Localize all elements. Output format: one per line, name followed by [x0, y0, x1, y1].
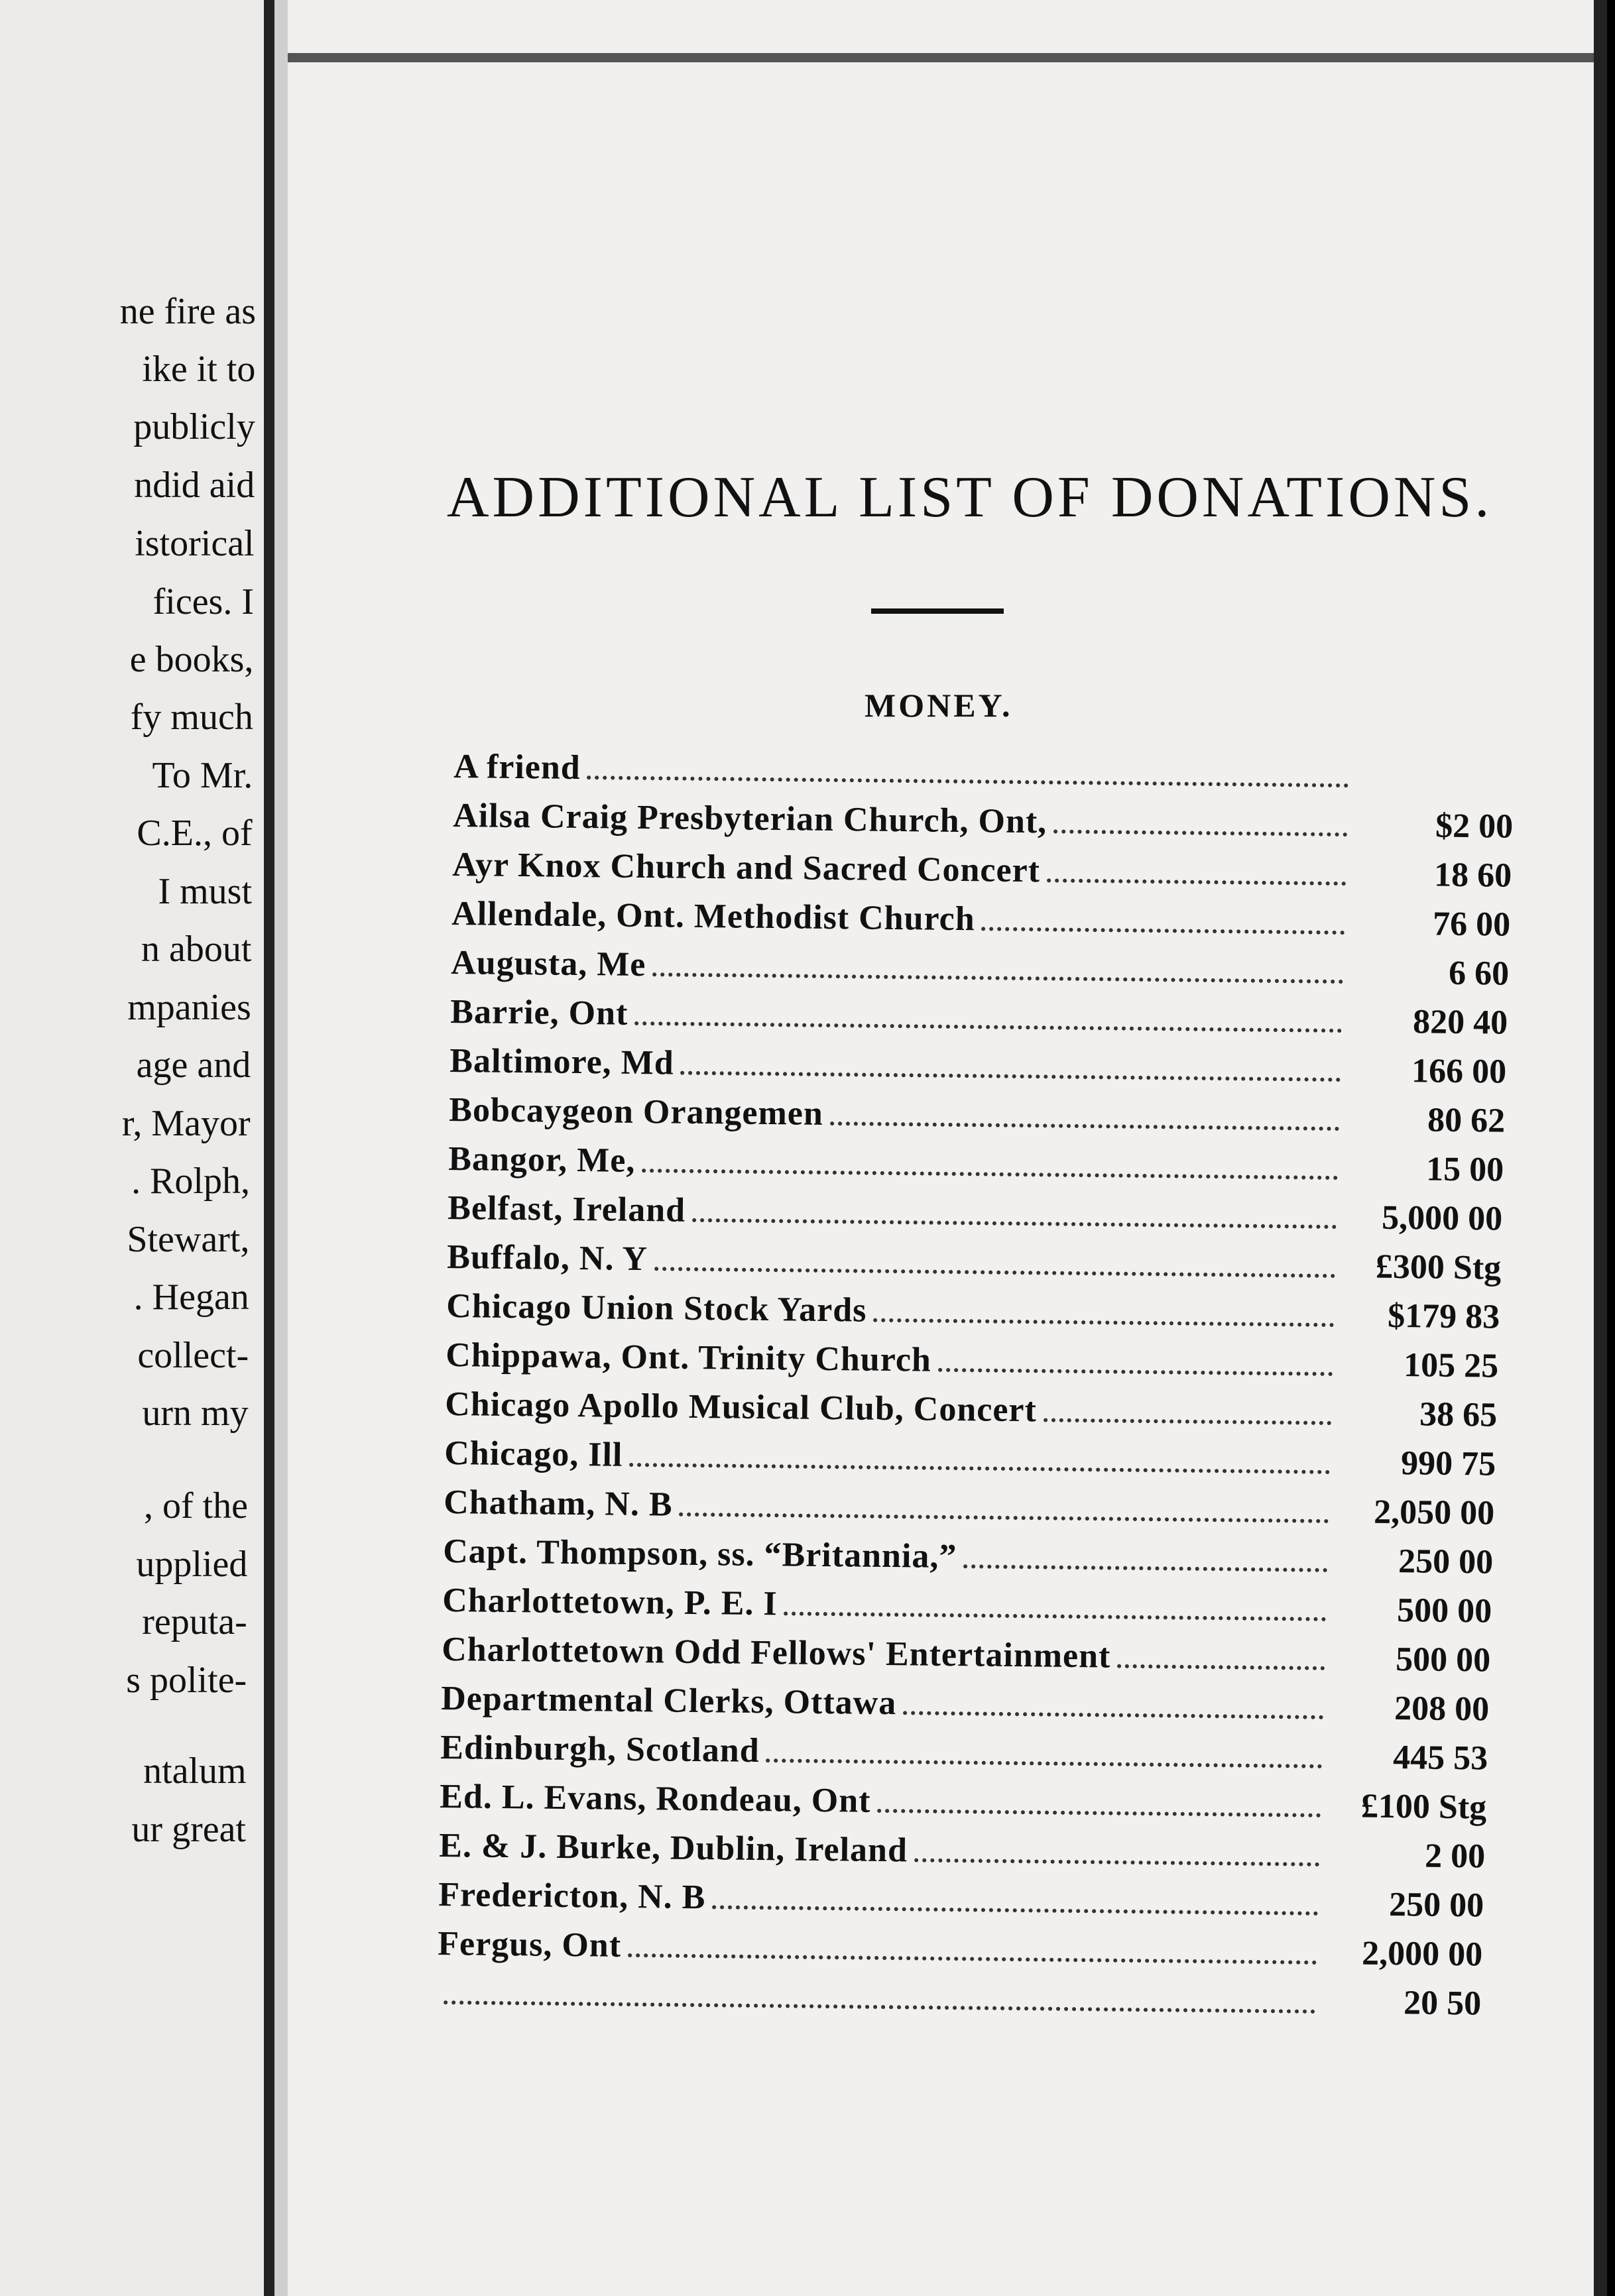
donation-amount: 2,000 00	[1361, 1934, 1483, 1974]
donor-name: E. & J. Burke, Dublin, Ireland	[439, 1827, 908, 1870]
left-page-text-line: . Rolph,	[131, 1161, 250, 1202]
donor-name: Departmental Clerks, Ottawa	[441, 1680, 897, 1723]
donation-row	[440, 1771, 1487, 1827]
donation-row	[448, 1182, 1503, 1239]
left-page-text-line: fices. I	[152, 581, 254, 622]
dot-leader	[982, 927, 1345, 935]
donation-amount: 500 00	[1396, 1591, 1492, 1631]
donation-amount: 80 62	[1427, 1101, 1506, 1140]
donor-name: Chatham, N. B	[444, 1483, 673, 1524]
dot-leader	[1044, 1418, 1331, 1425]
donor-name: Ed. L. Evans, Rondeau, Ont	[440, 1778, 871, 1820]
donation-row	[438, 1869, 1484, 1925]
donor-name: Charlottetown, P. E. I	[442, 1581, 778, 1623]
donation-row	[445, 1379, 1498, 1435]
donation-amount: 2,050 00	[1373, 1493, 1495, 1532]
left-page-text-line: e books,	[129, 639, 254, 680]
donation-amount: 250 00	[1398, 1542, 1494, 1581]
dot-leader	[877, 1809, 1321, 1817]
dot-leader	[1053, 829, 1347, 836]
dot-leader	[712, 1905, 1318, 1916]
donation-row	[439, 1820, 1486, 1876]
left-page-text-line: fy much	[130, 697, 253, 738]
donation-row	[447, 1232, 1502, 1288]
donation-row	[446, 1330, 1499, 1386]
donor-name: Chippawa, Ont. Trinity Church	[446, 1336, 932, 1379]
left-page-text-line: collect-	[137, 1335, 249, 1376]
donor-name: Ailsa Craig Presbyterian Church, Ont,	[453, 797, 1047, 841]
donation-amount: 6 60	[1448, 954, 1510, 993]
donor-name: Edinburgh, Scotland	[440, 1729, 760, 1770]
donor-name: A friend	[453, 748, 581, 787]
dot-leader	[628, 1953, 1317, 1965]
left-page-text-line: urn my	[142, 1393, 249, 1434]
donation-row	[438, 1918, 1483, 1974]
left-page-text-line: . Hegan	[133, 1277, 249, 1318]
page-edge	[274, 0, 288, 2296]
dot-leader	[444, 2000, 1315, 2014]
left-page-text-line: reputa-	[142, 1601, 247, 1642]
donation-list	[288, 0, 1607, 2296]
dot-leader	[652, 972, 1343, 984]
donation-row	[437, 1967, 1482, 2023]
left-page-text-line: s polite-	[126, 1660, 247, 1701]
donation-amount: 445 53	[1392, 1739, 1488, 1778]
donation-amount: 250 00	[1388, 1886, 1484, 1925]
dot-leader	[1047, 878, 1346, 886]
dot-leader	[629, 1463, 1330, 1474]
donation-amount: 15 00	[1425, 1150, 1504, 1189]
donation-row	[443, 1526, 1494, 1582]
donation-amount	[1355, 795, 1514, 797]
donor-name: Ayr Knox Church and Sacred Concert	[452, 846, 1041, 890]
donation-amount: £100 Stg	[1360, 1787, 1487, 1827]
dot-leader	[634, 1021, 1342, 1033]
left-page-text-line: ur great	[131, 1809, 246, 1850]
donation-row	[448, 1133, 1504, 1190]
dot-leader	[766, 1758, 1323, 1768]
dot-leader	[681, 1071, 1341, 1082]
dot-leader	[963, 1564, 1327, 1572]
donation-row	[444, 1428, 1496, 1484]
donation-row	[449, 1035, 1507, 1092]
donation-row	[441, 1673, 1490, 1729]
dot-leader	[830, 1121, 1339, 1131]
donation-amount: 38 65	[1419, 1395, 1498, 1434]
left-page-text-line: age and	[136, 1045, 251, 1086]
donation-row	[451, 937, 1510, 994]
donation-amount: 990 75	[1400, 1444, 1496, 1483]
donation-amount: £300 Stg	[1375, 1247, 1502, 1287]
donation-amount: 20 50	[1403, 1984, 1482, 2023]
donor-name: Charlottetown Odd Fellows' Entertainment	[442, 1631, 1111, 1676]
left-page-text-line: , of the	[143, 1485, 248, 1526]
left-page-text-line: ne fire as	[119, 291, 256, 332]
donor-name: Allendale, Ont. Methodist Church	[451, 895, 976, 939]
donation-row	[449, 1084, 1506, 1141]
donation-amount: 208 00	[1394, 1690, 1490, 1729]
left-page-text-line: To Mr.	[152, 755, 253, 796]
left-page-text-line: r, Mayor	[121, 1103, 251, 1144]
donation-row	[444, 1477, 1495, 1533]
donor-name: Bobcaygeon Orangemen	[449, 1091, 824, 1133]
donation-amount: 166 00	[1411, 1052, 1507, 1091]
page-gutter	[264, 0, 274, 2296]
left-page-text-line: mpanies	[127, 987, 251, 1028]
dot-leader	[679, 1513, 1329, 1523]
donation-row	[450, 986, 1508, 1043]
dot-leader	[938, 1368, 1333, 1376]
donor-name: Buffalo, N. Y	[447, 1238, 648, 1279]
left-page-text-line: Stewart,	[127, 1219, 250, 1260]
dot-leader	[914, 1859, 1319, 1866]
dot-leader	[1117, 1664, 1325, 1670]
left-page-text-line: upplied	[136, 1544, 248, 1585]
donor-name: Chicago Union Stock Yards	[446, 1287, 867, 1330]
donation-row	[442, 1624, 1491, 1680]
donation-row	[452, 839, 1512, 895]
donor-name: Baltimore, Md	[449, 1042, 675, 1082]
donation-amount: 500 00	[1395, 1640, 1491, 1680]
dot-leader	[873, 1318, 1334, 1327]
donation-amount: 820 40	[1412, 1003, 1508, 1042]
left-page-text-line: ntalum	[143, 1751, 247, 1792]
donation-row	[440, 1722, 1488, 1778]
page-title: ADDITIONAL LIST OF DONATIONS.	[447, 465, 1493, 530]
left-page	[0, 0, 264, 2296]
donation-row	[442, 1575, 1492, 1631]
donor-name: Barrie, Ont	[450, 993, 628, 1033]
donation-row	[453, 790, 1514, 846]
donation-row	[453, 741, 1515, 797]
donor-name: Bangor, Me,	[448, 1140, 636, 1180]
dot-leader	[654, 1267, 1335, 1278]
donor-name: Fredericton, N. B	[438, 1876, 706, 1917]
donation-amount: 105 25	[1403, 1346, 1499, 1385]
donation-amount: 76 00	[1432, 905, 1511, 944]
left-page-text-line: C.E., of	[137, 813, 253, 854]
donation-amount: $2 00	[1435, 807, 1514, 846]
donation-amount: 5,000 00	[1381, 1198, 1503, 1238]
left-page-text-line: ndid aid	[134, 465, 255, 506]
left-page-text-line: ike it to	[142, 349, 256, 390]
left-page-text-line: istorical	[135, 523, 255, 564]
left-page-text-line: n about	[141, 929, 252, 970]
donation-amount: $179 83	[1387, 1296, 1500, 1336]
donation-amount: 2 00	[1424, 1837, 1486, 1876]
left-page-text-line: I must	[158, 871, 252, 912]
donor-name: Augusta, Me	[451, 944, 646, 984]
dot-leader	[692, 1218, 1337, 1229]
donor-name: Chicago, Ill	[444, 1434, 623, 1474]
section-heading: MONEY.	[865, 687, 1013, 724]
donor-name: Capt. Thompson, ss. “Britannia,”	[443, 1532, 957, 1576]
dot-leader	[903, 1711, 1323, 1719]
dot-leader	[642, 1169, 1338, 1180]
donor-name: Fergus, Ont	[438, 1925, 622, 1965]
donation-amount: 18 60	[1433, 856, 1512, 895]
donor-name: Belfast, Ireland	[448, 1189, 686, 1230]
left-page-text-line: publicly	[133, 406, 255, 447]
donation-row	[446, 1281, 1500, 1337]
donor-name: Chicago Apollo Musical Club, Concert	[445, 1385, 1038, 1430]
donation-row	[451, 888, 1511, 945]
dot-leader	[587, 775, 1349, 787]
main-page	[288, 0, 1607, 2296]
dot-leader	[784, 1611, 1327, 1621]
